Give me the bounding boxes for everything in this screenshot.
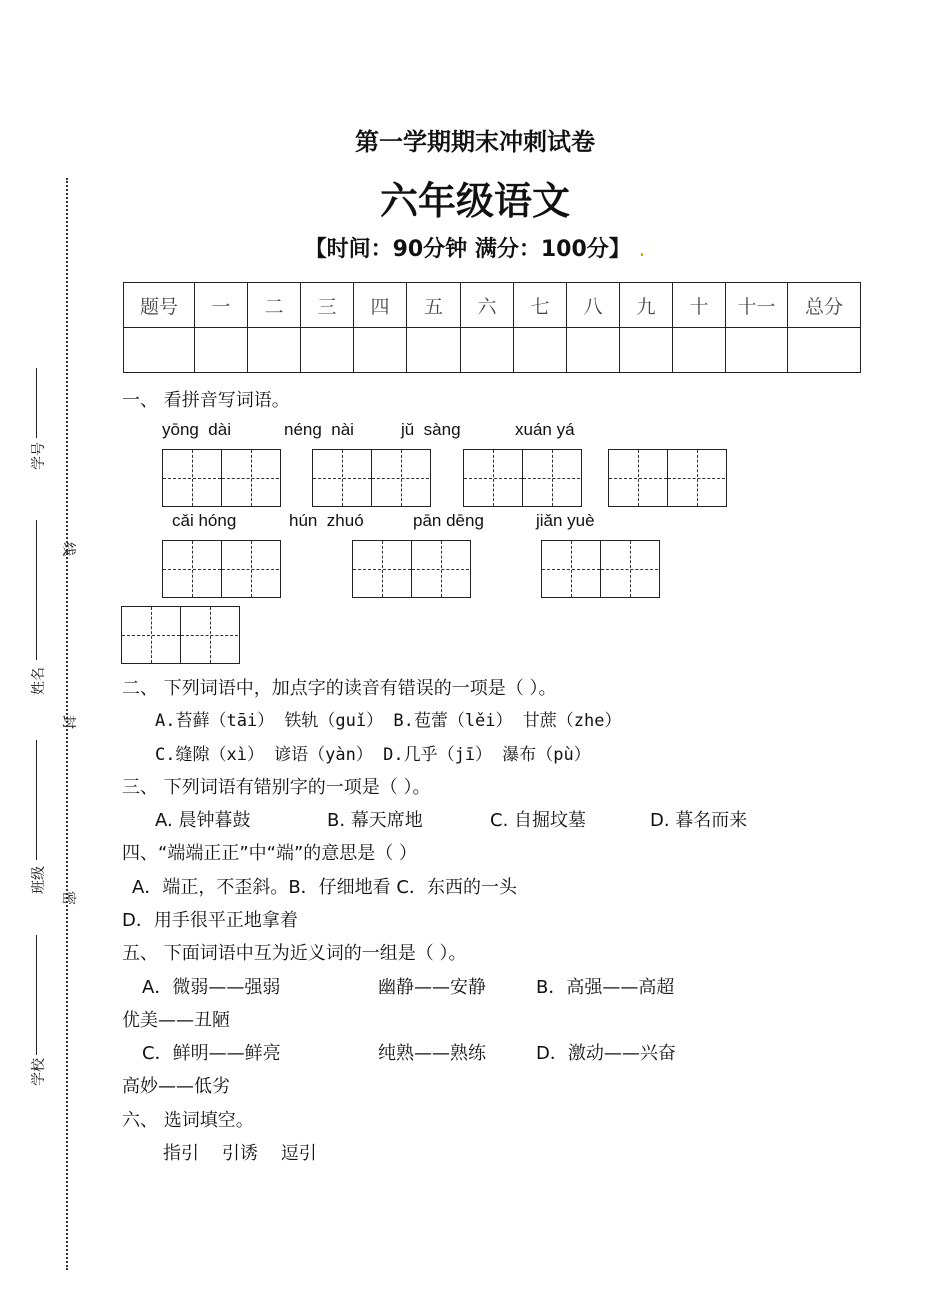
score-header: 四: [354, 283, 407, 328]
score-table-header-row: [124, 283, 861, 328]
school-blank[interactable]: [36, 935, 37, 1055]
score-header: 六: [461, 283, 514, 328]
score-header: 八: [567, 283, 620, 328]
q1-title: 一、 看拼音写词语。: [122, 390, 290, 411]
exam-info: [0, 232, 950, 263]
exam-info-text: 【时间：90分钟 满分：100分】: [304, 237, 631, 262]
q2-title: 二、 下列词语中，加点字的读音有错误的一项是（ ）。: [122, 678, 557, 699]
q6-title: 六、 选词填空。: [122, 1110, 254, 1131]
writing-grid[interactable]: [121, 606, 240, 664]
score-header: 五: [407, 283, 461, 328]
q5-option-d-pair2: 高妙——低劣: [122, 1076, 230, 1097]
q5-option-b-pair2: 优美——丑陋: [122, 1010, 230, 1031]
writing-grid[interactable]: [352, 540, 471, 598]
q4-options-line2: D．用手很平正地拿着: [122, 910, 298, 931]
exam-title: 第一学期期末冲刺试卷: [355, 128, 595, 156]
score-cell[interactable]: [407, 328, 461, 373]
score-cell[interactable]: [514, 328, 567, 373]
pinyin: cǎi hóng: [172, 511, 237, 530]
q3-option[interactable]: D. 暮名而来: [650, 810, 748, 831]
stray-mark: .: [638, 237, 646, 262]
q3-option[interactable]: B. 幕天席地: [327, 810, 423, 831]
student-id-label: 学号: [31, 442, 47, 470]
score-header: 总分: [788, 283, 861, 328]
q6-word-choices: 指引 引诱 逗引: [163, 1143, 317, 1164]
writing-grid[interactable]: [608, 449, 727, 507]
writing-grid[interactable]: [312, 449, 431, 507]
writing-grid[interactable]: [162, 449, 281, 507]
q5-option-b: B．高强——高超: [536, 977, 675, 998]
q3-title: 三、 下列词语有错别字的一项是（ ）。: [122, 777, 431, 798]
score-header: 十: [673, 283, 726, 328]
class-blank[interactable]: [36, 740, 37, 860]
score-table: [123, 282, 861, 373]
name-blank[interactable]: [36, 520, 37, 660]
school-label: 学校: [31, 1058, 47, 1086]
score-cell[interactable]: [620, 328, 673, 373]
q5-option-a: A．微弱——强弱: [142, 977, 281, 998]
score-table-blank-row: [124, 328, 861, 373]
score-header: 九: [620, 283, 673, 328]
score-cell[interactable]: [301, 328, 354, 373]
q3-option[interactable]: C. 自掘坟墓: [490, 810, 587, 831]
pinyin: pān dēng: [413, 511, 484, 530]
writing-grid[interactable]: [463, 449, 582, 507]
score-cell[interactable]: [248, 328, 301, 373]
q2-options-line2: C.缝隙（xì） 谚语（yàn） D.几乎（jī） 瀑布（pù）: [155, 745, 591, 765]
score-cell[interactable]: [354, 328, 407, 373]
class-label: 班级: [31, 866, 47, 894]
pinyin: hún zhuó: [289, 511, 364, 530]
score-cell[interactable]: [195, 328, 248, 373]
q5-option-d: D．激动——兴奋: [536, 1043, 676, 1064]
score-header: 三: [301, 283, 354, 328]
q3-option[interactable]: A. 晨钟暮鼓: [155, 810, 251, 831]
pinyin: néng nài: [284, 420, 354, 439]
score-cell[interactable]: [788, 328, 861, 373]
score-cell[interactable]: [567, 328, 620, 373]
writing-grid[interactable]: [162, 540, 281, 598]
score-header: 一: [195, 283, 248, 328]
score-cell[interactable]: [673, 328, 726, 373]
score-cell[interactable]: [726, 328, 788, 373]
margin-mark-secret: 密: [60, 891, 76, 905]
q5-option-c: C．鲜明——鲜亮: [142, 1043, 281, 1064]
margin-mark-line: 线: [60, 542, 76, 556]
pinyin: yōng dài: [162, 420, 231, 439]
pinyin: jǔ sàng: [401, 420, 461, 439]
subject-title: 六年级语文: [379, 179, 570, 223]
score-header: 题号: [124, 283, 195, 328]
q2-options-line1: A.苔藓（tāi） 铁轨（guǐ） B.苞蕾（lěi） 甘蔗（zhe）: [155, 711, 622, 731]
score-cell[interactable]: [461, 328, 514, 373]
name-label: 姓名: [31, 667, 47, 695]
margin-mark-seal: 封: [60, 715, 76, 729]
score-header: 二: [248, 283, 301, 328]
student-id-blank[interactable]: [36, 368, 37, 438]
pinyin: jiǎn yuè: [536, 511, 595, 530]
q4-title: 四、“端端正正”中“端”的意思是（ ）: [122, 843, 418, 864]
q5-title: 五、 下面词语中互为近义词的一组是（ ）。: [122, 943, 467, 964]
q5-option-a-pair2: 幽静——安静: [378, 977, 486, 998]
q4-options-line1: A．端正，不歪斜。B．仔细地看 C．东西的一头: [132, 877, 517, 898]
score-header: 十一: [726, 283, 788, 328]
score-cell[interactable]: [124, 328, 195, 373]
q5-option-c-pair2: 纯熟——熟练: [378, 1043, 486, 1064]
writing-grid[interactable]: [541, 540, 660, 598]
pinyin: xuán yá: [515, 420, 575, 439]
score-header: 七: [514, 283, 567, 328]
